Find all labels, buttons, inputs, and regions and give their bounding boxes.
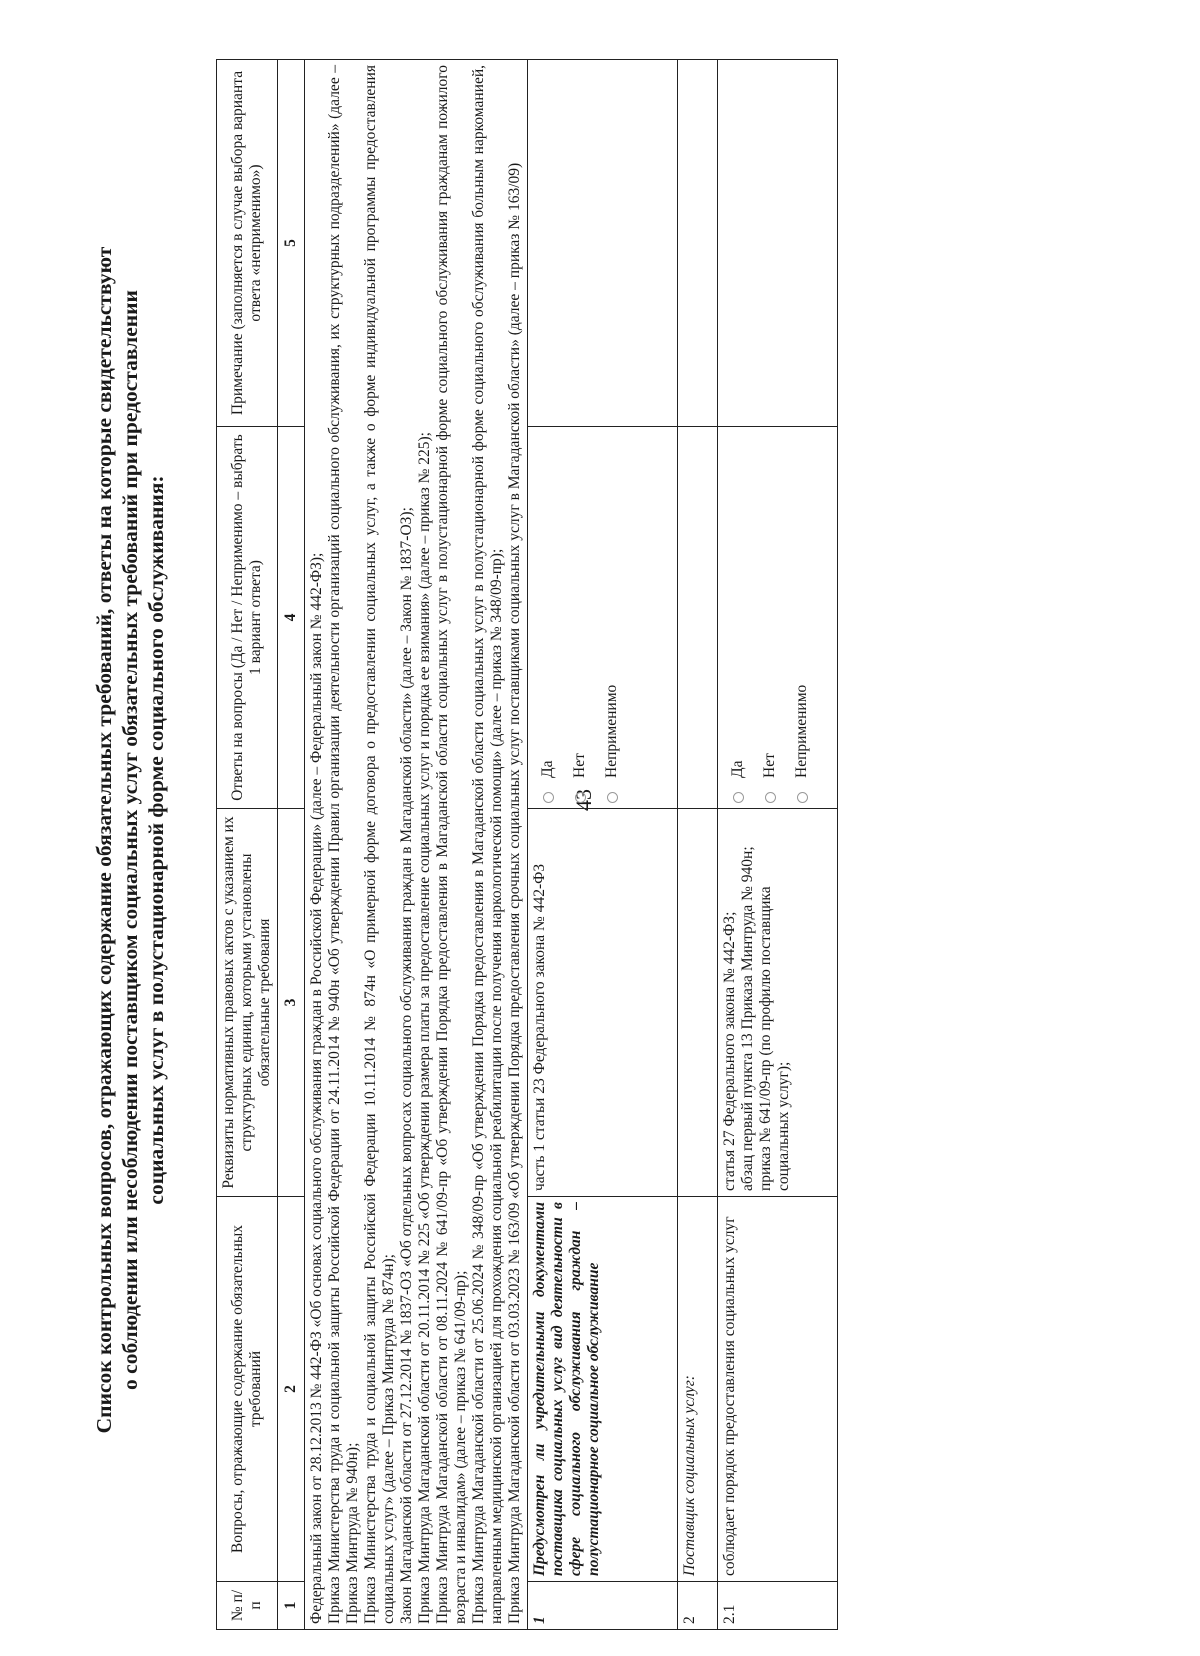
row-question: соблюдает порядок предоставления социальных услуг [718,1197,838,1582]
answer-options [528,427,678,809]
row-requisites [718,809,838,1197]
table-row [678,60,718,1630]
law-item: Федеральный закон от 28.12.2013 № 442-ФЗ «Об основах социального обслуживания граждан в Российской Федерации» (далее – Федеральный закон № 442-ФЗ); [308,552,325,1624]
title-line: о соблюдении или несоблюдении поставщиком социальных услуг обязательных требований при предоставлении [118,290,142,1390]
requisite-line: абзац первый пункта 13 Приказа Минтруда № 940н; [739,846,756,1191]
answer-option-yes[interactable] [729,432,747,803]
answer-label: Нет [761,753,778,778]
title-line: социальных услуг в полустационарной форме социального обслуживания: [144,475,168,1205]
radio-icon[interactable] [765,792,776,803]
answer-option-no[interactable] [571,432,589,803]
laws-row [305,60,528,1630]
row-answers [678,427,718,809]
row-number: 2.1 [718,1582,838,1630]
row-requisites: часть 1 статьи 23 Федерального закона № 442-ФЗ [528,809,678,1197]
row-question: Предусмотрен ли учредительными документами поставщика социальных услуг вид деятельности в сфере социального обслуживания граждан – полустационарное социальное обслуживание [528,1197,678,1582]
column-number: 3 [278,809,305,1197]
document-sheet [91,30,1101,1650]
radio-icon[interactable] [575,792,586,803]
requisite-line: статья 27 Федерального закона № 442-ФЗ; [721,911,738,1191]
row-note[interactable] [678,60,718,427]
radio-icon[interactable] [733,792,744,803]
requisite-line: приказ № 641/09-пр (по профилю поставщика социальных услуг); [757,886,792,1191]
column-number-row [278,60,305,1630]
page-number: 43 [571,789,596,811]
radio-icon[interactable] [797,792,808,803]
answer-label: Да [539,760,556,778]
answer-label: Неприменимо [793,684,810,778]
header-questions: Вопросы, отражающие содержание обязательных требований [217,1197,278,1582]
law-item: Закон Магаданской области от 27.12.2014 № 1837-ОЗ «Об отдельных вопросах социального обслуживания граждан в Магаданской области» (далее – Закон № 1837-ОЗ); [398,507,415,1624]
header-number: № п/п [217,1582,278,1630]
table-row [718,60,838,1630]
law-item: Приказ Минтруда Магаданской области от 20.11.2014 № 225 «Об утверждении размера платы за предоставление социальных услуг и порядка ее взимания» (далее – приказ № 225); [416,432,433,1624]
answer-option-na[interactable] [603,432,621,803]
answer-option-na[interactable] [793,432,811,803]
column-number: 5 [278,60,305,427]
answer-label: Да [729,760,746,778]
answer-label: Неприменимо [603,684,620,778]
row-note[interactable] [528,60,678,427]
document-title [91,30,201,1650]
radio-icon[interactable] [543,792,554,803]
row-note[interactable] [718,60,838,427]
column-number: 2 [278,1197,305,1582]
law-item: Приказ Минтруда Магаданской области от 08.11.2024 № 641/09-пр «Об утверждении Порядка предоставления в Магаданской области социальных услуг в полустационарной форме социального обслуживания гражданам пожилого возраста и инвалидам» (далее – приказ № 641/09-пр); [434,65,469,1624]
column-number: 1 [278,1582,305,1630]
column-number: 4 [278,427,305,809]
requirements-table [216,59,838,1630]
law-item: Приказ Министерства труда и социальной защиты Российской Федерации 10.11.2014 № 874н «О примерной форме договора о предоставлении социальных услуг, а также о форме индивидуальной программы предоставления социальных услуг» (далее – Приказ Минтруда № 874н); [362,65,397,1624]
row-number: 1 [528,1582,678,1630]
title-line: Список контрольных вопросов, отражающих содержание обязательных требований, ответы на которые свидетельствуют [92,246,116,1434]
answer-option-no[interactable] [761,432,779,803]
row-question: Поставщик социальных услуг: [678,1197,718,1582]
header-requisites: Реквизиты нормативных правовых актов с указанием их структурных единиц, которыми установлены обязательные требования [217,809,278,1197]
answer-label: Нет [571,753,588,778]
radio-icon[interactable] [607,792,618,803]
law-item: Приказ Министерства труда и социальной защиты Российской Федерации от 24.11.2014 № 940н «Об утверждении Правил организации деятельности организаций социального обслуживания, их структурных подразделений» (далее – Приказ Минтруда № 940н); [326,65,361,1624]
row-requisites [678,809,718,1197]
header-row [217,60,278,1630]
law-item: Приказ Минтруда Магаданской области от 25.06.2024 № 348/09-пр «Об утверждении Порядка предоставления в Магаданской области социальных услуг в полустационарной форме социального обслуживания больным наркоманией, направленным медицинской организацией для прохождения социальной реабилитации после получения наркологической помощи» (далее – приказ № 348/09-пр); [470,65,505,1624]
table-row [528,60,678,1630]
answer-options [718,427,838,809]
header-answers: Ответы на вопросы (Да / Нет / Неприменимо – выбрать 1 вариант ответа) [217,427,278,809]
law-item: Приказ Минтруда Магаданской области от 03.03.2023 № 163/09 «Об утверждении Порядка предоставления срочных социальных услуг поставщиками социальных услуг в Магаданской области» (далее – приказ № 163/09) [506,162,523,1624]
answer-option-yes[interactable] [539,432,557,803]
header-note: Примечание (заполняется в случае выбора варианта ответа «неприменимо») [217,60,278,427]
row-number: 2 [678,1582,718,1630]
laws-list [305,60,528,1630]
